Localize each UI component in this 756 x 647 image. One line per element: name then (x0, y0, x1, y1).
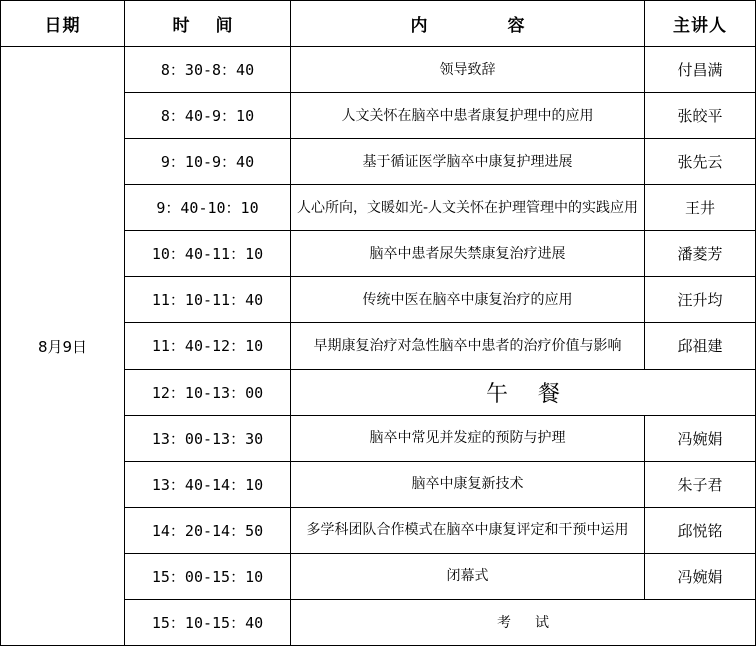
content-cell: 人心所向，文暖如光-人文关怀在护理管理中的实践应用 (291, 185, 645, 231)
speaker-cell: 朱子君 (645, 461, 756, 507)
content-cell: 传统中医在脑卒中康复治疗的应用 (291, 277, 645, 323)
speaker-cell: 付昌满 (645, 47, 756, 93)
time-cell: 15：00-15：10 (125, 553, 291, 599)
header-row (1, 1, 756, 47)
content-cell: 基于循证医学脑卒中康复护理进展 (291, 139, 645, 185)
content-cell: 多学科团队合作模式在脑卒中康复评定和干预中运用 (291, 507, 645, 553)
speaker-cell: 张皎平 (645, 93, 756, 139)
time-cell: 9：10-9：40 (125, 139, 291, 185)
time-cell: 8：40-9：10 (125, 93, 291, 139)
header-time: 时 间 (125, 1, 291, 47)
time-cell: 11：40-12：10 (125, 323, 291, 369)
content-cell: 人文关怀在脑卒中患者康复护理中的应用 (291, 93, 645, 139)
time-cell: 10：40-11：10 (125, 231, 291, 277)
time-cell: 12：10-13：00 (125, 369, 291, 415)
speaker-cell: 冯婉娟 (645, 415, 756, 461)
content-cell: 脑卒中康复新技术 (291, 461, 645, 507)
header-date: 日期 (1, 1, 125, 47)
speaker-cell: 冯婉娟 (645, 553, 756, 599)
time-cell: 9：40-10：10 (125, 185, 291, 231)
speaker-cell: 潘菱芳 (645, 231, 756, 277)
speaker-cell: 邱祖建 (645, 323, 756, 369)
time-cell: 13：40-14：10 (125, 461, 291, 507)
time-cell: 11：10-11：40 (125, 277, 291, 323)
content-cell: 脑卒中患者尿失禁康复治疗进展 (291, 231, 645, 277)
speaker-cell: 王井 (645, 185, 756, 231)
header-speaker: 主讲人 (645, 1, 756, 47)
content-cell: 闭幕式 (291, 553, 645, 599)
exam-cell: 考试 (291, 599, 756, 645)
time-cell: 14：20-14：50 (125, 507, 291, 553)
speaker-cell: 张先云 (645, 139, 756, 185)
content-cell: 领导致辞 (291, 47, 645, 93)
time-cell: 15：10-15：40 (125, 599, 291, 645)
time-cell: 8：30-8：40 (125, 47, 291, 93)
content-cell: 早期康复治疗对急性脑卒中患者的治疗价值与影响 (291, 323, 645, 369)
date-cell: 8月9日 (1, 47, 125, 646)
speaker-cell: 邱悦铭 (645, 507, 756, 553)
content-cell: 脑卒中常见并发症的预防与护理 (291, 415, 645, 461)
table-row (1, 47, 756, 93)
lunch-cell: 午餐 (291, 369, 756, 415)
header-content: 内容 (291, 1, 645, 47)
time-cell: 13：00-13：30 (125, 415, 291, 461)
speaker-cell: 汪升均 (645, 277, 756, 323)
